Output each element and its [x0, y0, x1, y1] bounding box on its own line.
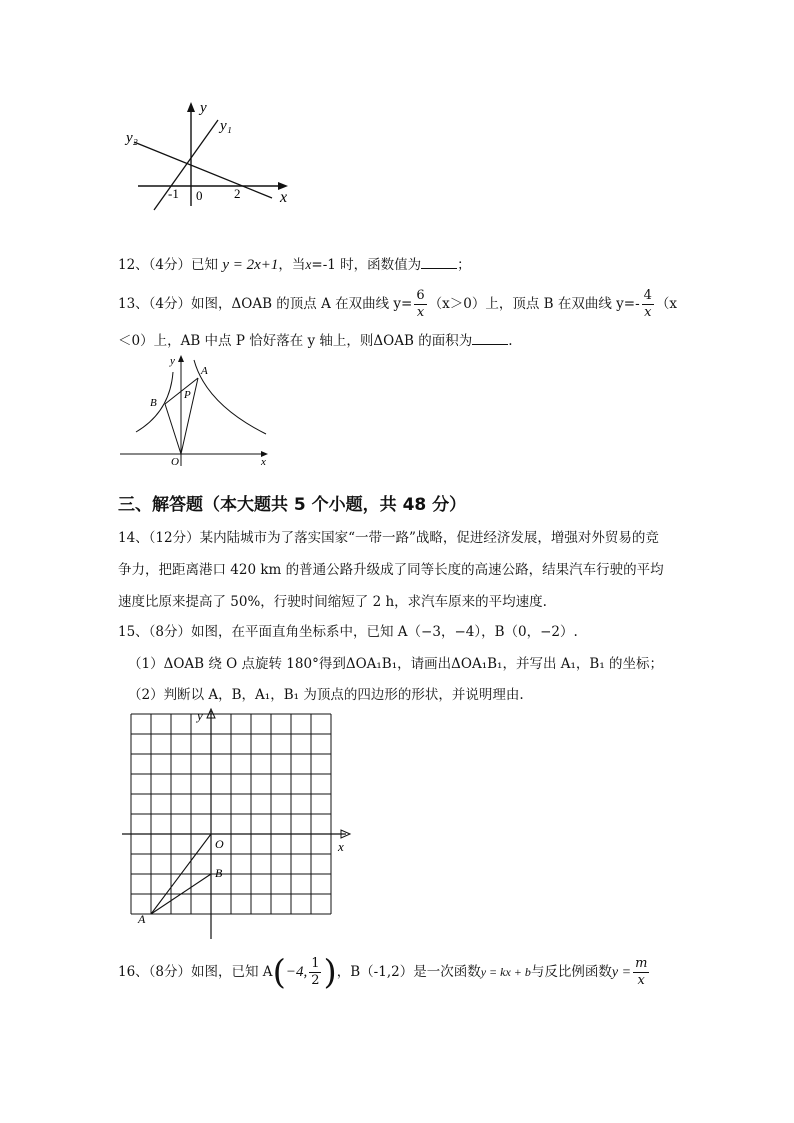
q13-frac1-den: x: [416, 305, 425, 320]
question-13-line1: [118, 288, 677, 321]
fig13-O-label: O: [171, 456, 179, 468]
fig11-y1-label: y₁: [220, 118, 232, 134]
question-14-line2: 争力，把距离港口 420 km 的普通公路升级成了同等长度的高速公路，结果汽车行驶的平均: [118, 562, 664, 578]
fig13-y-label: y: [170, 355, 175, 367]
q12-mid: ，当: [278, 257, 306, 273]
question-14-line1: 14、（12分）某内陆城市为了落实国家“一带一路”战略，促进经济发展，增强对外贸易的竞: [118, 530, 659, 546]
figure-q13-graph: [118, 352, 278, 470]
q16-paren-open: (: [272, 952, 286, 993]
y-axis-arrow: [178, 355, 184, 362]
q16-prefix: 16、（8分）如图，已知 A: [118, 964, 273, 980]
q16-mid2: 与反比例函数: [530, 964, 612, 980]
figure-q11-graph: [120, 98, 300, 218]
q12-equation: y = 2x+1: [222, 257, 279, 273]
fig15-y-label: y: [197, 708, 203, 723]
line-y2: [134, 142, 272, 198]
q16-a-num: 1: [311, 956, 320, 971]
question-13-line2: [118, 330, 513, 351]
q13-fraction-4-over-x: [642, 288, 654, 321]
grid-lines: [131, 714, 331, 914]
q12-prefix: 12、（4分）已知: [118, 257, 219, 273]
q16-inv-lhs: y =: [611, 965, 632, 980]
section-3-heading: 三、解答题（本大题共 5 个小题，共 48 分）: [118, 495, 467, 515]
fig11-y-label: y: [200, 100, 207, 116]
fig11-tick-neg1: -1: [168, 186, 179, 201]
question-14-line3: 速度比原来提高了 50%，行驶时间缩短了 2 h，求汽车原来的平均速度.: [118, 594, 547, 610]
fig15-x-label: x: [338, 839, 344, 854]
q13-line1-a: 13、（4分）如图，ΔOAB 的顶点 A 在双曲线 y=: [118, 296, 413, 312]
q16-mid: ，B（-1,2）是一次函数: [336, 964, 481, 980]
q13-line2-end: .: [508, 333, 513, 349]
question-15-part2: （2）判断以 A，B，A₁，B₁ 为顶点的四边形的形状，并说明理由.: [128, 687, 524, 703]
q12-end: ；: [457, 257, 471, 273]
q16-a-x: −4,: [285, 964, 308, 980]
q13-line1-c: （x: [655, 296, 678, 312]
fig15-O-label: O: [215, 837, 224, 851]
fig15-A-label: A: [138, 912, 146, 926]
line-y1: [154, 120, 218, 210]
q16-inv-num: m: [635, 956, 648, 971]
question-16: [118, 952, 651, 992]
q13-frac2-num: 4: [643, 288, 652, 303]
y-axis-arrow: [187, 102, 195, 112]
fig13-x-label: x: [261, 456, 266, 468]
q16-paren-close: ): [323, 952, 337, 993]
q13-line1-b: （x＞0）上，顶点 B 在双曲线 y=-: [428, 296, 640, 312]
q13-line2: ＜0）上，AB 中点 P 恰好落在 y 轴上，则ΔOAB 的面积为: [118, 333, 473, 349]
q16-a-den: 2: [311, 973, 320, 988]
q12-x: x: [305, 257, 312, 272]
fig13-P-label: P: [184, 389, 191, 401]
q16-fraction-m-over-x: [633, 956, 649, 989]
fig13-B-label: B: [150, 397, 157, 409]
q13-frac1-num: 6: [416, 288, 425, 303]
q13-fraction-6-over-x: [414, 288, 426, 321]
segment-OB: [165, 404, 181, 454]
q16-fraction-1-over-2: [309, 956, 321, 989]
q16-linear: y = kx + b: [480, 965, 531, 979]
q12-answer-blank[interactable]: [421, 254, 457, 269]
fig11-tick-0: 0: [196, 188, 203, 203]
q13-answer-blank[interactable]: [472, 330, 508, 345]
q13-frac2-den: x: [644, 305, 652, 320]
q12-cond: =-1 时，函数值为: [311, 257, 422, 273]
question-12: [118, 254, 471, 275]
fig15-B-label: B: [215, 866, 223, 880]
fig13-A-label: A: [201, 365, 208, 377]
figure-q15-grid: [118, 707, 358, 941]
fig11-y2-label: y₂: [126, 130, 138, 146]
q16-inv-den: x: [637, 973, 645, 988]
fig11-x-label: x: [280, 189, 288, 206]
fig11-tick-2: 2: [234, 186, 241, 201]
question-15-part1: （1）ΔOAB 绕 O 点旋转 180°得到ΔOA₁B₁，请画出ΔOA₁B₁，并写出 A₁，B₁ 的坐标；: [128, 656, 664, 672]
question-15-line1: 15、（8分）如图，在平面直角坐标系中，已知 A（−3，−4），B（0，−2）.: [118, 624, 578, 640]
